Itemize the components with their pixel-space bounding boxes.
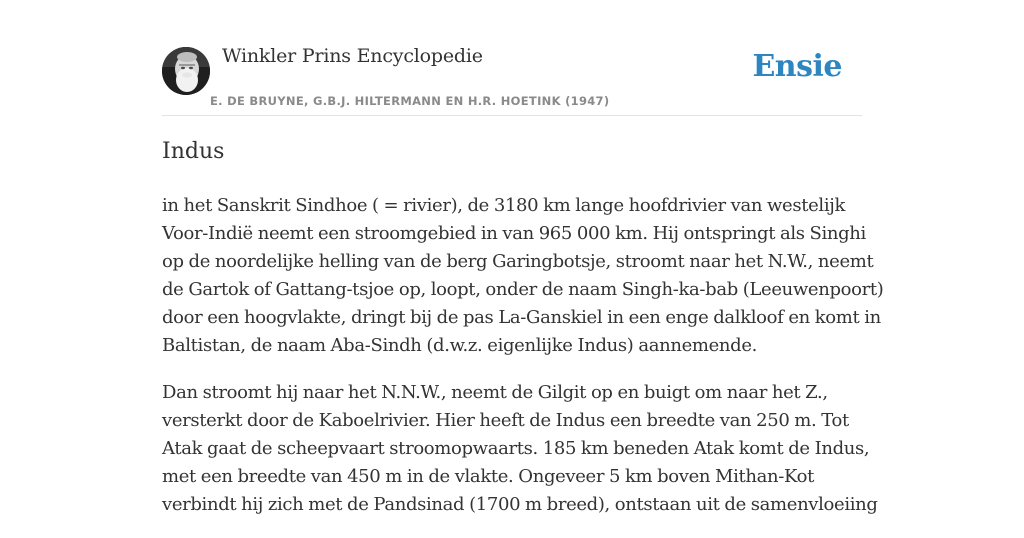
article-title: Indus	[162, 139, 225, 164]
text-line: in het Sanskrit Sindhoe ( = rivier), de 3180 km lange hoofdrivier van westelijk	[162, 195, 846, 216]
source-avatar[interactable]	[162, 47, 210, 95]
text-line: Dan stroomt hij naar het N.N.W., neemt de Gilgit op en buigt om naar het Z.,	[162, 382, 828, 403]
text-line: door een hoogvlakte, dringt bij de pas La-Ganskiel in een enge dalkloof en komt in	[162, 307, 881, 328]
text-line: met een breedte van 450 m in de vlakte. Ongeveer 5 km boven Mithan-Kot	[162, 466, 814, 487]
source-title[interactable]: Winkler Prins Encyclopedie	[222, 45, 483, 67]
text-line: op de noordelijke helling van de berg Garingbotsje, stroomt naar het N.W., neemt	[162, 251, 874, 272]
source-authors: E. DE BRUYNE, G.B.J. HILTERMANN EN H.R. HOETINK (1947)	[210, 94, 610, 108]
text-line: verbindt hij zich met de Pandsinad (1700 m breed), ontstaan uit de samenvloeiing	[162, 494, 878, 515]
text-line: Atak gaat de scheepvaart stroomopwaarts. 185 km beneden Atak komt de Indus,	[162, 438, 870, 459]
ensie-logo[interactable]: Ensie	[752, 49, 842, 84]
article-paragraph-2	[162, 379, 878, 519]
article-body	[162, 192, 884, 538]
text-line: Baltistan, de naam Aba-Sindh (d.w.z. eigenlijke Indus) aannemende.	[162, 335, 757, 356]
source-header	[162, 0, 862, 116]
article-paragraph-1	[162, 192, 884, 360]
text-line: versterkt door de Kaboelrivier. Hier heeft de Indus een breedte van 250 m. Tot	[162, 410, 849, 431]
text-line: Voor-Indië neemt een stroomgebied in van 965 000 km. Hij ontspringt als Singhi	[162, 223, 866, 244]
text-line: de Gartok of Gattang-tsjoe op, loopt, onder de naam Singh-ka-bab (Leeuwenpoort)	[162, 279, 884, 300]
page	[162, 0, 884, 515]
portrait-icon	[162, 47, 210, 95]
